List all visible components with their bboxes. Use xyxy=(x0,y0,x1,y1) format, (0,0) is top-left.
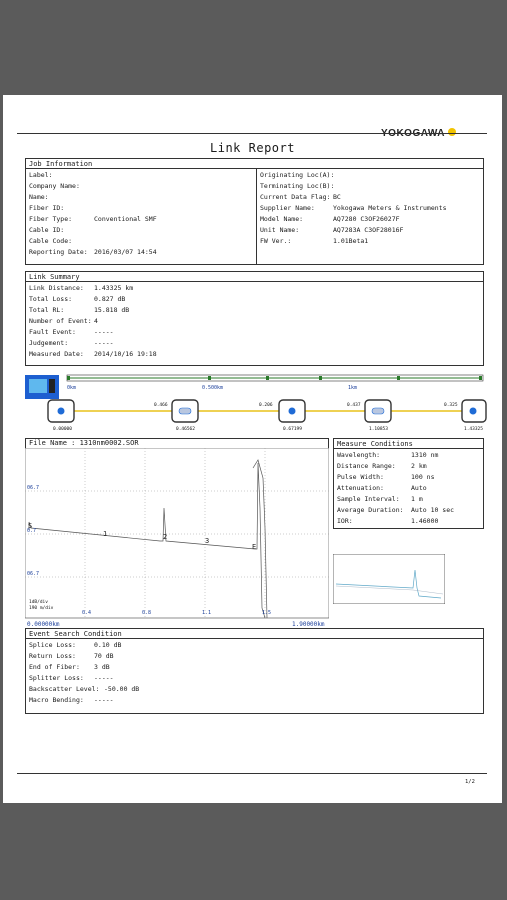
scale-marker xyxy=(266,376,269,380)
trace-file-name: File Name : 1310nm0002.SOR xyxy=(25,438,329,448)
job-row: Model Name: AQ7280 C3OF26027F xyxy=(260,215,400,223)
measure-row: Distance Range: 2 km xyxy=(337,462,427,470)
scale-marker xyxy=(397,376,400,380)
summary-row: Measured Date: 2014/10/16 19:18 xyxy=(29,350,157,358)
event-marker-1: 1 xyxy=(103,530,108,538)
segment-label: 0.466 xyxy=(154,403,168,408)
job-row: Cable ID: xyxy=(29,226,65,234)
scale-marker xyxy=(479,376,482,380)
scale-note: 190 m/div xyxy=(29,606,54,611)
measure-row: Wavelength: 1310 nm xyxy=(337,451,439,459)
measure-conditions-box xyxy=(333,438,484,529)
summary-row: Total RL: 15.818 dB xyxy=(29,306,130,314)
y-axis-label: 06.7 xyxy=(27,485,40,491)
otdr-trace-chart xyxy=(25,448,329,630)
job-information-heading: Job Information xyxy=(26,159,483,169)
page-number: 1/2 xyxy=(465,779,475,785)
job-info-right xyxy=(257,170,483,247)
scale-marker xyxy=(319,376,322,380)
job-row: Cable Code: xyxy=(29,237,73,245)
node-distance: 1.43325 xyxy=(464,427,483,432)
event-marker-e: E xyxy=(252,543,257,551)
job-row: Originating Loc(A): xyxy=(260,171,335,179)
measure-conditions-heading: Measure Conditions xyxy=(334,439,483,449)
link-summary-box xyxy=(25,271,484,366)
event-marker-s: S xyxy=(28,522,33,530)
y-axis-label: 0.7 xyxy=(27,528,37,534)
page-title: Link Report xyxy=(210,141,295,155)
event-row: Return Loss: 70 dB xyxy=(29,652,114,660)
event-marker-3: 3 xyxy=(205,537,210,545)
scale-note: 1dB/div xyxy=(29,600,48,605)
job-row: Reporting Date: 2016/03/07 14:54 xyxy=(29,248,157,256)
event-search-rows xyxy=(26,640,139,706)
job-row: Fiber ID: xyxy=(29,204,65,212)
summary-row: Link Distance: 1.43325 km xyxy=(29,284,134,292)
map-node xyxy=(462,400,486,422)
measure-conditions-rows xyxy=(334,450,454,527)
job-information-box xyxy=(25,158,484,265)
report-page xyxy=(3,95,502,803)
scale-marker xyxy=(67,376,70,380)
x-tick: 0.4 xyxy=(82,610,92,616)
map-node xyxy=(365,400,391,422)
event-row: Splitter Loss: ----- xyxy=(29,674,114,682)
x-tick: 0.8 xyxy=(142,610,152,616)
job-row: Supplier Name: Yokogawa Meters & Instruments xyxy=(260,204,447,212)
event-row: End of Fiber: 3 dB xyxy=(29,663,110,671)
node-distance: 0.67199 xyxy=(283,427,302,432)
event-row: Macro Bending: ----- xyxy=(29,696,114,704)
otdr-unit-icon xyxy=(25,375,59,399)
scale-label: 1km xyxy=(348,385,358,391)
link-summary-heading: Link Summary xyxy=(26,272,483,282)
link-map xyxy=(3,371,502,439)
segment-label: 0.325 xyxy=(444,403,458,408)
scale-label: 0km xyxy=(67,385,77,391)
map-node xyxy=(48,400,74,422)
x-tick: 1.1 xyxy=(202,610,212,616)
y-axis-label: 06.7 xyxy=(27,571,40,577)
event-row: Backscatter Level: -50.00 dB xyxy=(29,685,140,693)
header-rule xyxy=(17,133,487,134)
job-row: Label: xyxy=(29,171,53,179)
event-search-box xyxy=(25,628,484,714)
scale-marker xyxy=(208,376,211,380)
node-distance: 1.10853 xyxy=(369,427,388,432)
measure-row: Pulse Width: 100 ns xyxy=(337,473,435,481)
job-row: Name: xyxy=(29,193,49,201)
footer-rule xyxy=(17,773,487,774)
measure-row: Sample Interval: 1 m xyxy=(337,495,423,503)
yokogawa-logo xyxy=(381,121,456,140)
trace-start-distance: 0.00000km xyxy=(27,621,60,628)
job-row: FW Ver.: 1.01Beta1 xyxy=(260,237,369,245)
job-row: Current Data Flag: BC xyxy=(260,193,341,201)
job-row: Unit Name: AQ7283A C3OF28016F xyxy=(260,226,404,234)
node-distance: 0.00000 xyxy=(53,427,72,432)
event-marker-2: 2 xyxy=(163,533,168,541)
link-summary-rows xyxy=(26,283,157,360)
job-info-left xyxy=(26,170,256,258)
summary-row: Fault Event: ----- xyxy=(29,328,114,336)
measure-row: Average Duration: Auto 10 sec xyxy=(337,506,455,514)
node-distance: 0.46562 xyxy=(176,427,195,432)
job-row: Terminating Loc(B): xyxy=(260,182,335,190)
segment-label: 0.437 xyxy=(347,403,361,408)
logo-star-icon xyxy=(448,128,456,136)
event-row: Splice Loss: 0.10 dB xyxy=(29,641,122,649)
measure-row: Attenuation: Auto xyxy=(337,484,427,492)
measure-row: IOR: 1.46000 xyxy=(337,517,439,525)
summary-row: Number of Event: 4 xyxy=(29,317,98,325)
x-tick: 1.5 xyxy=(262,610,272,616)
job-row: Fiber Type: Conventional SMF xyxy=(29,215,157,223)
event-search-heading: Event Search Condition xyxy=(26,629,483,639)
scale-label: 0.500km xyxy=(202,385,224,391)
segment-label: 0.206 xyxy=(259,403,273,408)
summary-row: Total Loss: 0.827 dB xyxy=(29,295,126,303)
summary-row: Judgement: ----- xyxy=(29,339,114,347)
trace-end-distance: 1.90000km xyxy=(292,621,325,628)
map-node xyxy=(279,400,305,422)
overview-thumbnail xyxy=(333,554,445,604)
job-row: Company Name: xyxy=(29,182,80,190)
map-node xyxy=(172,400,198,422)
